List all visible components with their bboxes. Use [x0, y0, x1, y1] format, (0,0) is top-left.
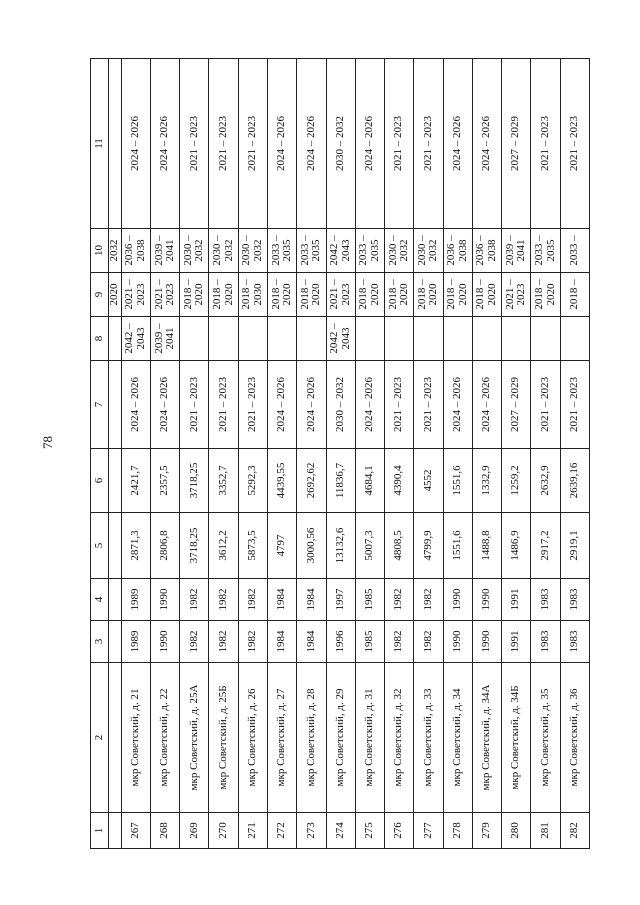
period-col10: [414, 229, 443, 273]
repair-period: 2021 – 2023: [238, 361, 267, 449]
living-area: 4439,55: [267, 449, 296, 513]
period-col9-part: 2018 –: [181, 279, 194, 310]
address-cell: мкр Советский, д. 36: [560, 663, 589, 813]
housing-table: [90, 58, 590, 849]
planned-period: 2027 – 2029: [502, 59, 531, 229]
address-cell: мкр Советский, д. 32: [385, 663, 414, 813]
period-col9-part: 2030: [251, 283, 264, 306]
col-header: 6: [91, 449, 109, 513]
continuation-row: [109, 59, 122, 849]
table-row: [560, 59, 589, 849]
table-row: [414, 59, 443, 849]
construction-year: 1983: [560, 621, 589, 663]
period-col10-part: 2032: [193, 239, 206, 262]
row-number: 274: [326, 813, 355, 849]
period-col9-part: 2018 –: [568, 279, 581, 310]
repair-period: 2024 – 2026: [355, 361, 384, 449]
construction-year: 1982: [209, 621, 238, 663]
construction-year: 1984: [297, 621, 326, 663]
period-col9: [502, 273, 531, 317]
period-col9-part: 2018 –: [357, 279, 370, 310]
living-area: 2357,5: [150, 449, 179, 513]
planned-period: 2021 – 2023: [414, 59, 443, 229]
commissioning-year: 1983: [560, 579, 589, 621]
period-col10-part: 2032: [251, 239, 264, 262]
table-row: [472, 59, 501, 849]
table-row: [238, 59, 267, 849]
col-header: 9: [91, 273, 109, 317]
col-header: 4: [91, 579, 109, 621]
address-cell: мкр Советский, д. 35: [531, 663, 560, 813]
period-col9: [267, 273, 296, 317]
col-header: 8: [91, 317, 109, 361]
col-header: 2: [91, 663, 109, 813]
table-row: [326, 59, 355, 849]
table-row: [443, 59, 472, 849]
repair-period: 2021 – 2023: [414, 361, 443, 449]
period-col8: [502, 317, 531, 361]
row-number: 277: [414, 813, 443, 849]
address-cell: мкр Советский, д. 28: [297, 663, 326, 813]
col-header: 11: [91, 59, 109, 229]
period-col9-part: 2018 –: [211, 279, 224, 310]
period-col10: [150, 229, 179, 273]
period-col8: [385, 317, 414, 361]
address-cell: мкр Советский, д. 25Б: [209, 663, 238, 813]
commissioning-year: 1990: [443, 579, 472, 621]
period-col10-part: 2033 –: [357, 235, 370, 266]
period-col8: [238, 317, 267, 361]
construction-year: 1982: [180, 621, 209, 663]
repair-period: 2024 – 2026: [472, 361, 501, 449]
repair-period: 2021 – 2023: [385, 361, 414, 449]
living-area: 2692,62: [297, 449, 326, 513]
period-col9: [443, 273, 472, 317]
planned-period: 2024 – 2026: [355, 59, 384, 229]
period-col10: [502, 229, 531, 273]
living-area: 5292,3: [238, 449, 267, 513]
period-col10-part: 2035: [544, 239, 557, 262]
repair-period: 2021 – 2023: [180, 361, 209, 449]
planned-period: 2021 – 2023: [531, 59, 560, 229]
period-col9-part: 2020: [222, 283, 235, 306]
total-area: 1551,6: [443, 513, 472, 579]
construction-year: 1982: [414, 621, 443, 663]
living-area: 4552: [414, 449, 443, 513]
period-col9-part: 2020: [485, 283, 498, 306]
total-area: 3612,2: [209, 513, 238, 579]
period-col10-part: 2042 –: [328, 235, 341, 266]
commissioning-year: 1983: [531, 579, 560, 621]
period-col8-part: 2041: [164, 327, 177, 350]
living-area: 3352,7: [209, 449, 238, 513]
row-number: 276: [385, 813, 414, 849]
commissioning-year: 1984: [267, 579, 296, 621]
column-number-row: [91, 59, 109, 849]
total-area: 2919,1: [560, 513, 589, 579]
period-col9-part: 2021 –: [328, 279, 341, 310]
period-col9: [180, 273, 209, 317]
period-col10-part: 2032: [427, 239, 440, 262]
repair-period: 2030 – 2032: [326, 361, 355, 449]
address-cell: мкр Советский, д. 34Б: [502, 663, 531, 813]
planned-period: 2024 – 2026: [472, 59, 501, 229]
row-number: 278: [443, 813, 472, 849]
period-col10-part: 2041: [515, 239, 528, 262]
period-col8: [531, 317, 560, 361]
address-cell: мкр Советский, д. 25А: [180, 663, 209, 813]
period-col10-part: 2036 –: [474, 235, 487, 266]
period-col10: [180, 229, 209, 273]
address-cell: мкр Советский, д. 34: [443, 663, 472, 813]
period-col9-part: 2018 –: [445, 279, 458, 310]
table-row: [180, 59, 209, 849]
total-area: 4808,5: [385, 513, 414, 579]
period-col8: [472, 317, 501, 361]
total-area: 2871,3: [121, 513, 150, 579]
planned-period: 2021 – 2023: [560, 59, 589, 229]
table-row: [267, 59, 296, 849]
row-number: 281: [531, 813, 560, 849]
period-col10: [267, 229, 296, 273]
living-area: 4684,1: [355, 449, 384, 513]
repair-period: 2024 – 2026: [443, 361, 472, 449]
living-area: 1551,6: [443, 449, 472, 513]
table-row: [531, 59, 560, 849]
planned-period: 2024 – 2026: [297, 59, 326, 229]
living-area: 11836,7: [326, 449, 355, 513]
total-area: 13132,6: [326, 513, 355, 579]
address-cell: мкр Советский, д. 33: [414, 663, 443, 813]
period-col9: [238, 273, 267, 317]
period-col9-part: 2020: [193, 283, 206, 306]
period-col10-part: 2033 –: [568, 235, 581, 266]
period-col9-part: 2020: [281, 283, 294, 306]
period-col10-part: 2038: [134, 239, 147, 262]
living-area: 1332,9: [472, 449, 501, 513]
period-col10: [560, 229, 589, 273]
period-col9-part: 2018 –: [269, 279, 282, 310]
period-col9-part: 2020: [544, 283, 557, 306]
period-col9: [326, 273, 355, 317]
total-area: 4799,9: [414, 513, 443, 579]
commissioning-year: 1982: [180, 579, 209, 621]
period-col9-part: 2018 –: [474, 279, 487, 310]
row-number: 267: [121, 813, 150, 849]
row-number: 271: [238, 813, 267, 849]
planned-period: 2024 – 2026: [267, 59, 296, 229]
address-cell: мкр Советский, д. 34А: [472, 663, 501, 813]
table-row: [297, 59, 326, 849]
period-col8-part: 2042 –: [123, 323, 136, 354]
period-col10-part: 2038: [456, 239, 469, 262]
period-col10-part: 2038: [485, 239, 498, 262]
period-col8: [326, 317, 355, 361]
total-area: 2917,2: [531, 513, 560, 579]
table-row: [121, 59, 150, 849]
construction-year: 1983: [531, 621, 560, 663]
total-area: 4797: [267, 513, 296, 579]
construction-year: 1990: [150, 621, 179, 663]
col-header: 10: [91, 229, 109, 273]
commissioning-year: 1984: [297, 579, 326, 621]
repair-period: 2021 – 2023: [531, 361, 560, 449]
row-number: 272: [267, 813, 296, 849]
planned-period: 2021 – 2023: [238, 59, 267, 229]
planned-period: 2021 – 2023: [209, 59, 238, 229]
period-col10-part: 2035: [368, 239, 381, 262]
row-number: 280: [502, 813, 531, 849]
period-col8: [267, 317, 296, 361]
row-number: 269: [180, 813, 209, 849]
repair-period: 2021 – 2023: [560, 361, 589, 449]
period-col10-part: 2035: [310, 239, 323, 262]
period-col10-part: 2036 –: [123, 235, 136, 266]
period-col10: [209, 229, 238, 273]
construction-year: 1989: [121, 621, 150, 663]
commissioning-year: 1982: [385, 579, 414, 621]
period-col9-part: 2020: [368, 283, 381, 306]
table-row: [385, 59, 414, 849]
repair-period: 2021 – 2023: [209, 361, 238, 449]
period-col9-part: 2018 –: [415, 279, 428, 310]
total-area: 1488,8: [472, 513, 501, 579]
living-area: 2639,16: [560, 449, 589, 513]
period-col8: [297, 317, 326, 361]
period-col9: [560, 273, 589, 317]
commissioning-year: 1982: [414, 579, 443, 621]
period-col10: [385, 229, 414, 273]
period-col10: [297, 229, 326, 273]
table-row: [355, 59, 384, 849]
period-col10: [355, 229, 384, 273]
period-col9: [297, 273, 326, 317]
address-cell: мкр Советский, д. 22: [150, 663, 179, 813]
col-header: 7: [91, 361, 109, 449]
col-header: 1: [91, 813, 109, 849]
commissioning-year: 1985: [355, 579, 384, 621]
period-col9-part: 2023: [515, 283, 528, 306]
total-area: 1486,9: [502, 513, 531, 579]
total-area: 3000,56: [297, 513, 326, 579]
construction-year: 1990: [472, 621, 501, 663]
period-col9: [209, 273, 238, 317]
period-col10-part: 2030 –: [181, 235, 194, 266]
row-number: 270: [209, 813, 238, 849]
period-col9-part: 2018 –: [532, 279, 545, 310]
period-col9-part: 2021 –: [123, 279, 136, 310]
table-row: [209, 59, 238, 849]
period-col8-part: 2039 –: [152, 323, 165, 354]
address-cell: мкр Советский, д. 31: [355, 663, 384, 813]
period-col9-part: 2020: [310, 283, 323, 306]
period-col9-part: 2018 –: [386, 279, 399, 310]
period-col10: [472, 229, 501, 273]
period-col10-part: 2039 –: [152, 235, 165, 266]
period-col10: [531, 229, 560, 273]
period-col8: [180, 317, 209, 361]
repair-period: 2024 – 2026: [121, 361, 150, 449]
col-header: 3: [91, 621, 109, 663]
row-number: 282: [560, 813, 589, 849]
period-col9-part: 2021 –: [152, 279, 165, 310]
period-col9-part: 2018 –: [298, 279, 311, 310]
period-col8-part: 2043: [134, 327, 147, 350]
planned-period: 2030 – 2032: [326, 59, 355, 229]
period-col10-part: 2033 –: [269, 235, 282, 266]
period-col10-part: 2039 –: [503, 235, 516, 266]
construction-year: 1990: [443, 621, 472, 663]
period-col10-part: 2030 –: [386, 235, 399, 266]
period-col8-part: 2042 –: [328, 323, 341, 354]
period-col9: [414, 273, 443, 317]
address-cell: мкр Советский, д. 27: [267, 663, 296, 813]
period-col9-part: 2020: [427, 283, 440, 306]
period-col10-part: 2032: [222, 239, 235, 262]
commissioning-year: 1990: [150, 579, 179, 621]
living-area: 4390,4: [385, 449, 414, 513]
construction-year: 1991: [502, 621, 531, 663]
period-col10: [443, 229, 472, 273]
living-area: 3718,25: [180, 449, 209, 513]
period-col9: [150, 273, 179, 317]
period-col9: [385, 273, 414, 317]
period-col9-part: 2020: [398, 283, 411, 306]
planned-period: 2024 – 2026: [443, 59, 472, 229]
construction-year: 1982: [385, 621, 414, 663]
repair-period: 2027 – 2029: [502, 361, 531, 449]
row-number: 273: [297, 813, 326, 849]
commissioning-year: 1989: [121, 579, 150, 621]
planned-period: 2021 – 2023: [385, 59, 414, 229]
period-col8: [150, 317, 179, 361]
continued-year: 2020: [109, 273, 122, 317]
address-cell: мкр Советский, д. 29: [326, 663, 355, 813]
living-area: 2421,7: [121, 449, 150, 513]
period-col10-part: 2035: [281, 239, 294, 262]
period-col10-part: 2030 –: [211, 235, 224, 266]
total-area: 2806,8: [150, 513, 179, 579]
planned-period: 2021 – 2023: [180, 59, 209, 229]
construction-year: 1985: [355, 621, 384, 663]
commissioning-year: 1982: [238, 579, 267, 621]
address-cell: мкр Советский, д. 21: [121, 663, 150, 813]
commissioning-year: 1991: [502, 579, 531, 621]
repair-period: 2024 – 2026: [297, 361, 326, 449]
period-col10-part: 2036 –: [445, 235, 458, 266]
period-col9-part: 2023: [134, 283, 147, 306]
period-col10-part: 2033 –: [532, 235, 545, 266]
total-area: 3718,25: [180, 513, 209, 579]
commissioning-year: 1982: [209, 579, 238, 621]
row-number: 279: [472, 813, 501, 849]
period-col9-part: 2023: [339, 283, 352, 306]
commissioning-year: 1997: [326, 579, 355, 621]
commissioning-year: 1990: [472, 579, 501, 621]
period-col10: [326, 229, 355, 273]
row-number: 275: [355, 813, 384, 849]
period-col10-part: 2043: [339, 239, 352, 262]
period-col8: [121, 317, 150, 361]
page-number: 78: [40, 436, 55, 449]
construction-year: 1984: [267, 621, 296, 663]
rotated-table-wrapper: [90, 59, 590, 849]
period-col10-part: 2033 –: [298, 235, 311, 266]
period-col10: [238, 229, 267, 273]
period-col10: [121, 229, 150, 273]
period-col8: [209, 317, 238, 361]
continued-year: 2032: [109, 229, 122, 273]
total-area: 5007,3: [355, 513, 384, 579]
total-area: 5873,5: [238, 513, 267, 579]
period-col10-part: 2030 –: [240, 235, 253, 266]
period-col9: [121, 273, 150, 317]
row-number: 268: [150, 813, 179, 849]
period-col9-part: 2023: [164, 283, 177, 306]
planned-period: 2024 – 2026: [150, 59, 179, 229]
table-row: [150, 59, 179, 849]
period-col9: [355, 273, 384, 317]
period-col9-part: 2020: [456, 283, 469, 306]
period-col9-part: 2021 –: [503, 279, 516, 310]
period-col10-part: 2041: [164, 239, 177, 262]
period-col9: [472, 273, 501, 317]
period-col10-part: 2030 –: [415, 235, 428, 266]
living-area: 1259,2: [502, 449, 531, 513]
period-col8: [355, 317, 384, 361]
address-cell: мкр Советский, д. 26: [238, 663, 267, 813]
table-row: [502, 59, 531, 849]
repair-period: 2024 – 2026: [267, 361, 296, 449]
period-col8-part: 2043: [339, 327, 352, 350]
repair-period: 2024 – 2026: [150, 361, 179, 449]
period-col10-part: 2032: [398, 239, 411, 262]
period-col8: [560, 317, 589, 361]
living-area: 2632,9: [531, 449, 560, 513]
period-col8: [443, 317, 472, 361]
period-col9: [531, 273, 560, 317]
period-col8: [414, 317, 443, 361]
col-header: 5: [91, 513, 109, 579]
period-col9-part: 2018 –: [240, 279, 253, 310]
construction-year: 1996: [326, 621, 355, 663]
planned-period: 2024 – 2026: [121, 59, 150, 229]
construction-year: 1982: [238, 621, 267, 663]
